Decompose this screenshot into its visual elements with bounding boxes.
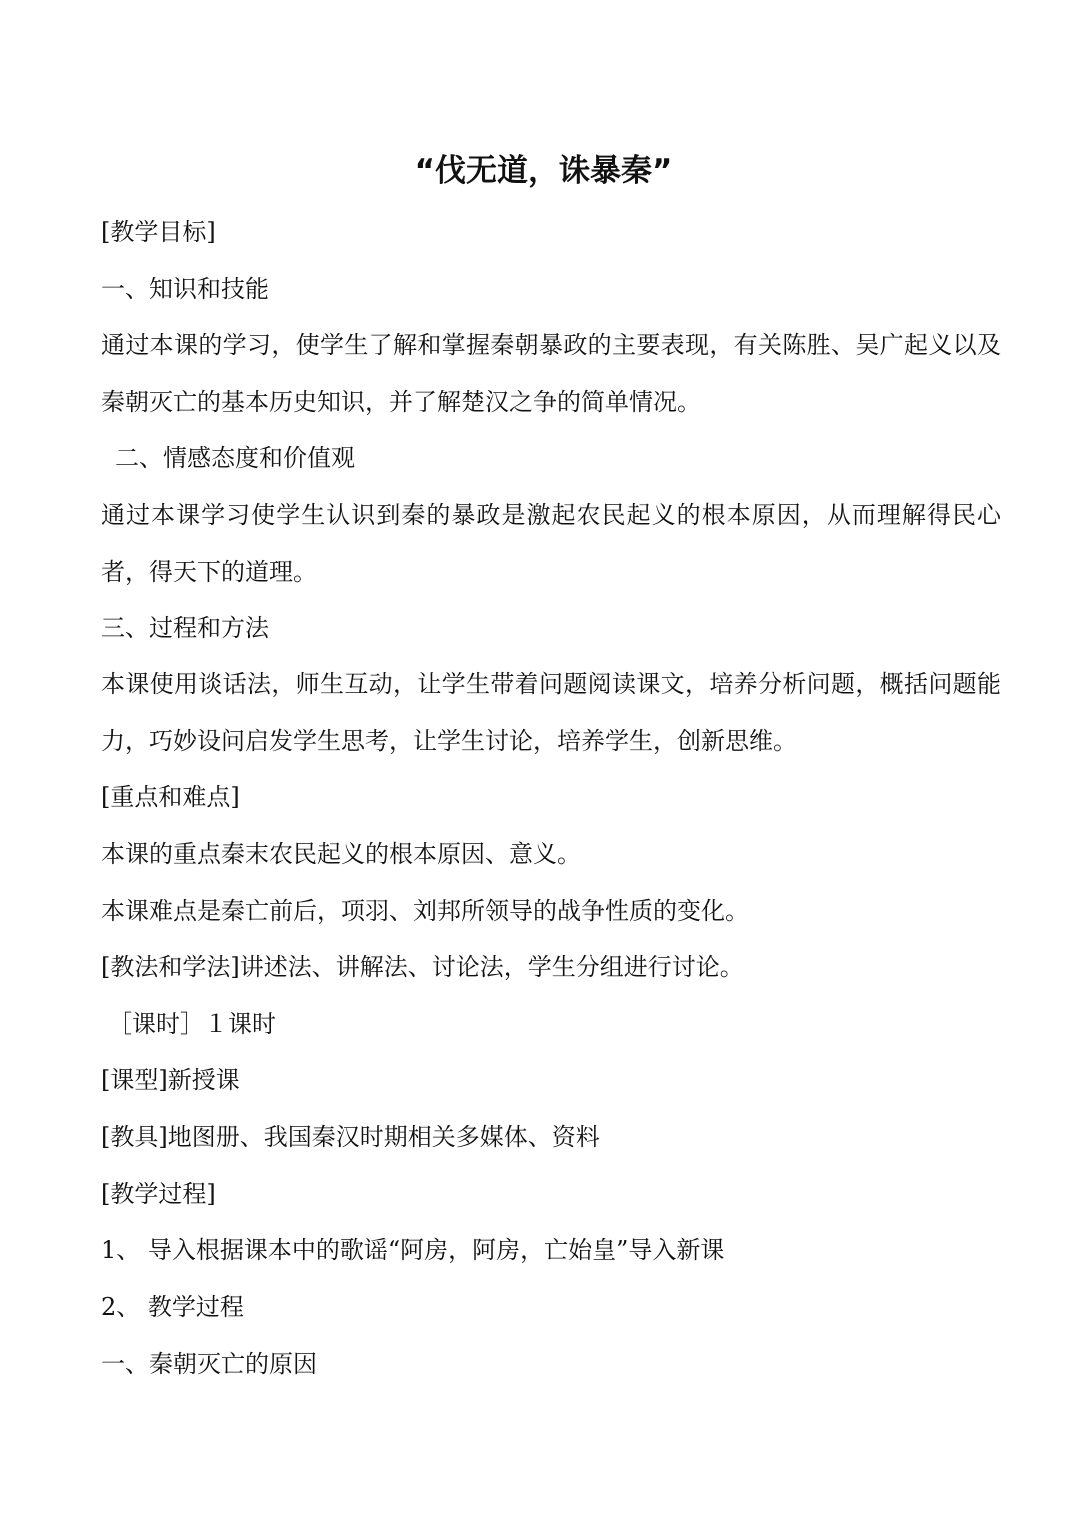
knowledge-paragraph: 通过本课的学习，使学生了解和掌握秦朝暴政的主要表现，有关陈胜、吴广起义以及秦朝灭亡的基本历史知识，并了解楚汉之争的简单情况。 — [101, 331, 1001, 416]
step-2-text: 2、 教学过程 — [101, 1293, 244, 1321]
emotion-heading: 二、情感态度和价值观 — [115, 444, 355, 472]
emotion-paragraph: 通过本课学习使学生认识到秦的暴政是激起农民起义的根本原因，从而理解得民心者，得天下的道理。 — [101, 501, 1001, 586]
teaching-aids-text: [教具]地图册、我国秦汉时期相关多媒体、资料 — [101, 1123, 600, 1151]
methods-text: [教法和学法]讲述法、讲解法、讨论法，学生分组进行讨论。 — [101, 953, 744, 981]
key-points-heading: [重点和难点] — [101, 783, 240, 811]
teaching-process-heading: [教学过程] — [101, 1180, 216, 1208]
class-hours-text: ［课时］１课时 — [108, 1010, 276, 1038]
lesson-type-text: [课型]新授课 — [101, 1066, 240, 1094]
process-method-paragraph: 本课使用谈话法，师生互动，让学生带着问题阅读课文，培养分析问题，概括问题能力，巧妙设问启发学生思考，让学生讨论，培养学生，创新思维。 — [101, 670, 1001, 755]
step-1-text: 1、 导入根据课本中的歌谣“阿房，阿房，亡始皇”导入新课 — [101, 1236, 725, 1264]
difficult-point-text: 本课难点是秦亡前后，项羽、刘邦所领导的战争性质的变化。 — [101, 897, 749, 925]
process-method-heading: 三、过程和方法 — [101, 614, 269, 642]
knowledge-heading: 一、知识和技能 — [101, 275, 269, 303]
section-1-heading: 一、秦朝灭亡的原因 — [101, 1350, 317, 1378]
objectives-heading: [教学目标] — [101, 218, 216, 246]
key-point-text: 本课的重点秦末农民起义的根本原因、意义。 — [101, 840, 581, 868]
page-title: “伐无道，诛暴秦” — [414, 153, 673, 189]
